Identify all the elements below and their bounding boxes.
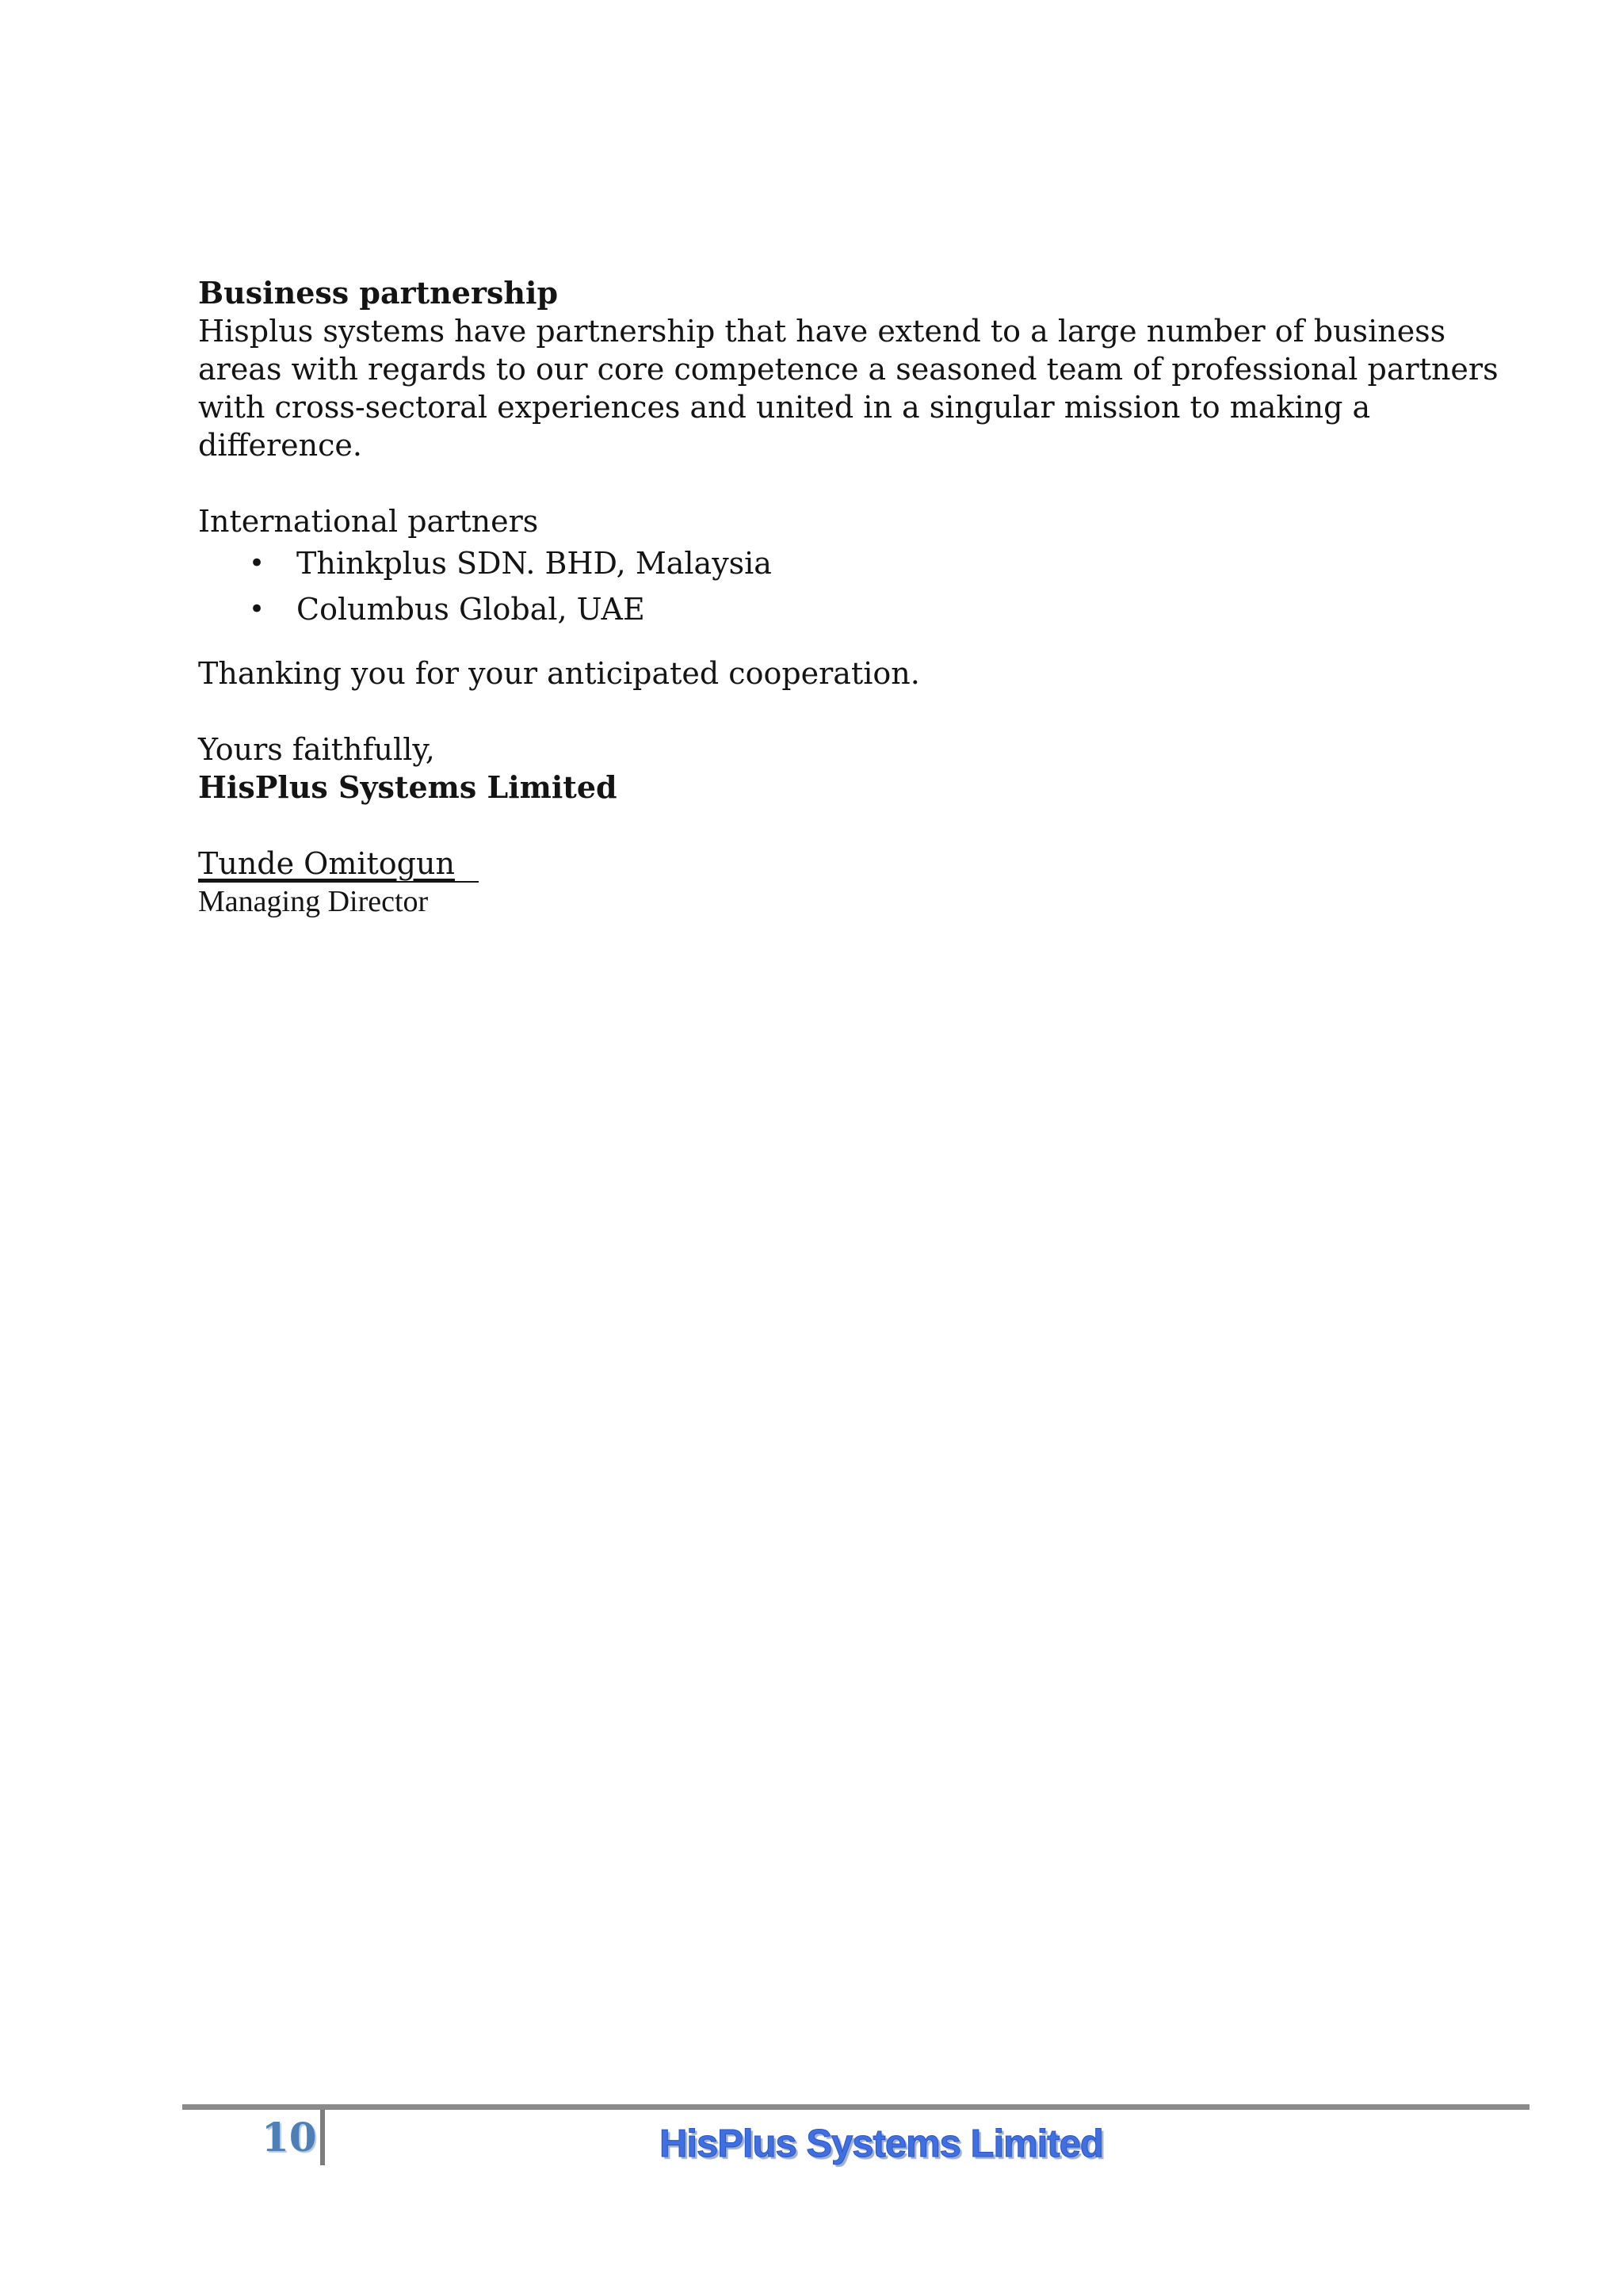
intro-paragraph: Hisplus systems have partnership that have extend to a large number of business areas with regards to our core competence a seasoned team of professional partners with cross-sectoral experiences and united in a singular mission to making a difference. — [198, 314, 1499, 463]
page-number-divider — [320, 2110, 325, 2165]
letter-body — [198, 274, 1529, 921]
spacer — [198, 632, 1529, 654]
list-item — [198, 540, 1529, 586]
company-name: HisPlus Systems Limited — [198, 769, 617, 805]
bullet-icon: • — [249, 593, 265, 625]
list-item — [198, 586, 1529, 632]
bullet-icon: • — [249, 547, 265, 579]
signature-block — [198, 845, 1529, 883]
spacer — [198, 692, 1529, 730]
partners-list — [198, 540, 1529, 632]
partner-name: Columbus Global, UAE — [296, 592, 645, 627]
section-heading: Business partnership — [198, 275, 559, 311]
spacer — [198, 464, 1529, 502]
spacer — [198, 807, 1529, 845]
closing-line: Yours faithfully, — [198, 732, 435, 767]
partners-label: International partners — [198, 504, 539, 539]
footer-rule — [182, 2104, 1529, 2110]
signatory-title: Managing Director — [198, 885, 429, 918]
page-number: 10 — [262, 2114, 317, 2161]
footer-brand: HisPlus Systems Limited — [659, 2122, 1103, 2165]
signatory-name: Tunde Omitogun — [198, 846, 479, 883]
partner-name: Thinkplus SDN. BHD, Malaysia — [296, 546, 772, 581]
thanks-line: Thanking you for your anticipated cooperation. — [198, 656, 920, 691]
